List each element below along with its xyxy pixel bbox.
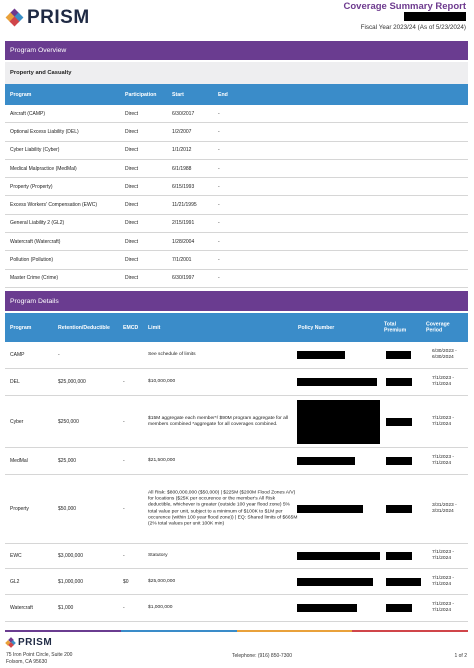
- coverage-period-cell: 6/30/2023 - 6/30/2024: [432, 348, 457, 360]
- table-row: [5, 215, 468, 233]
- participation-cell: Direct: [125, 110, 139, 117]
- prism-logo-icon: [6, 638, 15, 647]
- column-header: EMCD: [123, 324, 139, 331]
- end-cell: -: [218, 275, 220, 282]
- address-line-2: Folsom, CA 95630: [6, 659, 48, 665]
- program-cell: General Liability 2 (GL2): [10, 220, 65, 227]
- program-cell: Pollution (Pollution): [10, 257, 54, 264]
- coverage-period-cell: 7/1/2023 - 7/1/2024: [432, 375, 455, 387]
- footer-brand-name: PRISM: [18, 637, 53, 648]
- column-header: Total Premium: [384, 321, 407, 334]
- end-cell: -: [218, 147, 220, 154]
- program-cell: Cyber Liability (Cyber): [10, 147, 60, 154]
- start-cell: 6/15/1993: [172, 183, 195, 190]
- redacted-premium: [386, 378, 412, 386]
- program-cell: GL2: [10, 578, 20, 585]
- column-header: Program: [10, 91, 32, 98]
- phone-number: Telephone: (916) 850-7300: [232, 653, 293, 659]
- overview-table-header: [5, 84, 468, 105]
- redacted-premium: [386, 457, 412, 465]
- program-cell: Cyber: [10, 418, 24, 425]
- table-row: [5, 569, 468, 595]
- table-row: [5, 105, 468, 123]
- program-cell: Master Crime (Crime): [10, 275, 59, 282]
- limit-cell: See schedule of limits: [148, 351, 196, 357]
- details-table-header: [5, 313, 468, 342]
- coverage-period-cell: 7/1/2023 - 7/1/2024: [432, 415, 455, 427]
- redacted-premium: [386, 604, 412, 612]
- end-cell: -: [218, 202, 220, 209]
- retention-cell: $50,000: [58, 506, 77, 512]
- limit-cell: Statutory: [148, 552, 168, 558]
- participation-cell: Direct: [125, 220, 139, 227]
- retention-cell: $25,000: [58, 458, 77, 464]
- table-row: [5, 178, 468, 196]
- table-row: [5, 251, 468, 269]
- limit-cell: All Risk: $800,000,000 ($50,000) | $225M ($200M Flood Zones A/V) for locations ($25K per occurence or the member's All Risk deductible, whichever is greater (outside 100 year flood zone) 5% total value per unit, subject to a minimum of $100K to $1M per occurence (within 100 year flood zone)) | EQ: Shared limits of $665M (2% total values per unit 100K min): [148, 490, 298, 527]
- start-cell: 6/1/1988: [172, 165, 192, 172]
- table-row: [5, 233, 468, 251]
- coverage-period-cell: 7/1/2023 - 7/1/2024: [432, 549, 455, 561]
- retention-cell: $3,000,000: [58, 553, 84, 559]
- participation-cell: Direct: [125, 183, 139, 190]
- footer-logo: [6, 637, 52, 648]
- retention-cell: -: [58, 352, 60, 358]
- program-cell: Optional Excess Liability (DEL): [10, 128, 79, 135]
- participation-cell: Direct: [125, 165, 139, 172]
- redacted-policy-number: [297, 552, 380, 560]
- retention-cell: $1,000: [58, 605, 74, 611]
- section-title: Program Details: [10, 297, 59, 305]
- prism-logo-icon: [7, 10, 23, 26]
- footer-color-bar: [5, 630, 468, 632]
- redacted-member-name: [404, 12, 466, 21]
- emcd-cell: -: [123, 506, 125, 512]
- start-cell: 1/28/2004: [172, 238, 195, 245]
- redacted-premium: [386, 505, 412, 513]
- program-cell: Excess Workers' Compensation (EWC): [10, 202, 97, 209]
- brand-name: PRISM: [27, 7, 90, 28]
- redacted-policy-number: [297, 578, 373, 586]
- page-header: [0, 0, 474, 40]
- redacted-premium: [386, 351, 411, 359]
- redacted-policy-number: [297, 378, 377, 386]
- section-title: Program Overview: [10, 47, 67, 54]
- table-row: [5, 475, 468, 544]
- subhead-title: Property and Casualty: [10, 70, 72, 76]
- retention-cell: $1,000,000: [58, 578, 84, 585]
- program-cell: Aircraft (CAMP): [10, 110, 45, 117]
- column-header: Coverage Period: [426, 321, 450, 334]
- end-cell: -: [218, 238, 220, 245]
- start-cell: 2/15/1991: [172, 220, 195, 227]
- column-header: Program: [10, 324, 32, 331]
- end-cell: -: [218, 183, 220, 190]
- brand-logo: [7, 7, 90, 29]
- table-row: [5, 142, 468, 160]
- report-title: Coverage Summary Report: [343, 1, 466, 12]
- redacted-premium: [386, 418, 412, 426]
- page-number: 1 of 2: [454, 653, 467, 659]
- start-cell: 1/1/2012: [172, 147, 192, 154]
- table-row: [5, 342, 468, 369]
- column-header: Retention/Deductible: [58, 324, 110, 331]
- table-row: [5, 544, 468, 569]
- table-row: [5, 123, 468, 141]
- table-row: [5, 197, 468, 215]
- emcd-cell: -: [123, 418, 125, 425]
- participation-cell: Direct: [125, 257, 139, 264]
- limit-cell: $25,000,000: [148, 578, 176, 584]
- start-cell: 1/2/2007: [172, 128, 192, 135]
- redacted-premium: [386, 578, 421, 586]
- redacted-policy-number: [297, 400, 380, 444]
- coverage-period-cell: 7/1/2023 - 7/1/2024: [432, 454, 455, 466]
- program-cell: Watercraft: [10, 605, 33, 611]
- column-header: End: [218, 91, 228, 98]
- participation-cell: Direct: [125, 147, 139, 154]
- column-header: Start: [172, 91, 184, 98]
- coverage-period-cell: 3/31/2023 - 3/31/2024: [432, 502, 457, 514]
- program-overview-band: [5, 41, 468, 60]
- program-cell: CAMP: [10, 352, 25, 358]
- emcd-cell: -: [123, 553, 125, 559]
- retention-cell: $250,000: [58, 418, 79, 425]
- program-cell: Medical Malpractice (MedMal): [10, 165, 77, 172]
- program-details-band: [5, 291, 468, 311]
- table-row: [5, 270, 468, 288]
- limit-cell: $21,500,000: [148, 457, 176, 463]
- start-cell: 6/30/1997: [172, 275, 195, 282]
- program-cell: DEL: [10, 379, 20, 385]
- emcd-cell: -: [123, 379, 125, 385]
- end-cell: -: [218, 110, 220, 117]
- participation-cell: Direct: [125, 128, 139, 135]
- table-row: [5, 160, 468, 178]
- limit-cell: $15M aggregate each member*/ $90M program aggregate for all members combined *aggregate for all coverages combined.: [148, 415, 289, 427]
- property-casualty-subhead: [5, 62, 468, 84]
- table-row: [5, 448, 468, 475]
- limit-cell: $10,000,000: [148, 378, 176, 384]
- program-cell: Property: [10, 506, 29, 512]
- redacted-policy-number: [297, 351, 345, 359]
- retention-cell: $25,000,000: [58, 379, 86, 385]
- redacted-policy-number: [297, 457, 355, 465]
- start-cell: 7/1/2001: [172, 257, 192, 264]
- end-cell: -: [218, 220, 220, 227]
- start-cell: 11/21/1995: [172, 202, 197, 209]
- end-cell: -: [218, 128, 220, 135]
- column-header: Policy Number: [298, 324, 335, 331]
- table-row: [5, 396, 468, 448]
- emcd-cell: $0: [123, 578, 129, 585]
- participation-cell: Direct: [125, 275, 139, 282]
- address-line-1: 75 Iron Point Circle, Suite 200: [6, 652, 73, 658]
- program-cell: Watercraft (Watercraft): [10, 238, 61, 245]
- table-row: [5, 369, 468, 396]
- redacted-policy-number: [297, 604, 357, 612]
- fiscal-year: Fiscal Year 2023/24 (As of 5/23/2024): [360, 24, 466, 31]
- start-cell: 6/30/2017: [172, 110, 195, 117]
- limit-cell: $1,000,000: [148, 604, 173, 610]
- end-cell: -: [218, 257, 220, 264]
- participation-cell: Direct: [125, 202, 139, 209]
- coverage-period-cell: 7/1/2023 - 7/1/2024: [432, 575, 455, 587]
- redacted-premium: [386, 552, 412, 560]
- table-row: [5, 595, 468, 622]
- program-cell: Property (Property): [10, 183, 53, 190]
- emcd-cell: -: [123, 458, 125, 464]
- program-cell: EWC: [10, 553, 22, 559]
- coverage-period-cell: 7/1/2023 - 7/1/2024: [432, 601, 455, 613]
- program-cell: MedMal: [10, 458, 28, 464]
- column-header: Limit: [148, 324, 161, 331]
- participation-cell: Direct: [125, 238, 139, 245]
- emcd-cell: -: [123, 605, 125, 611]
- end-cell: -: [218, 165, 220, 172]
- redacted-policy-number: [297, 505, 363, 513]
- column-header: Participation: [125, 91, 157, 98]
